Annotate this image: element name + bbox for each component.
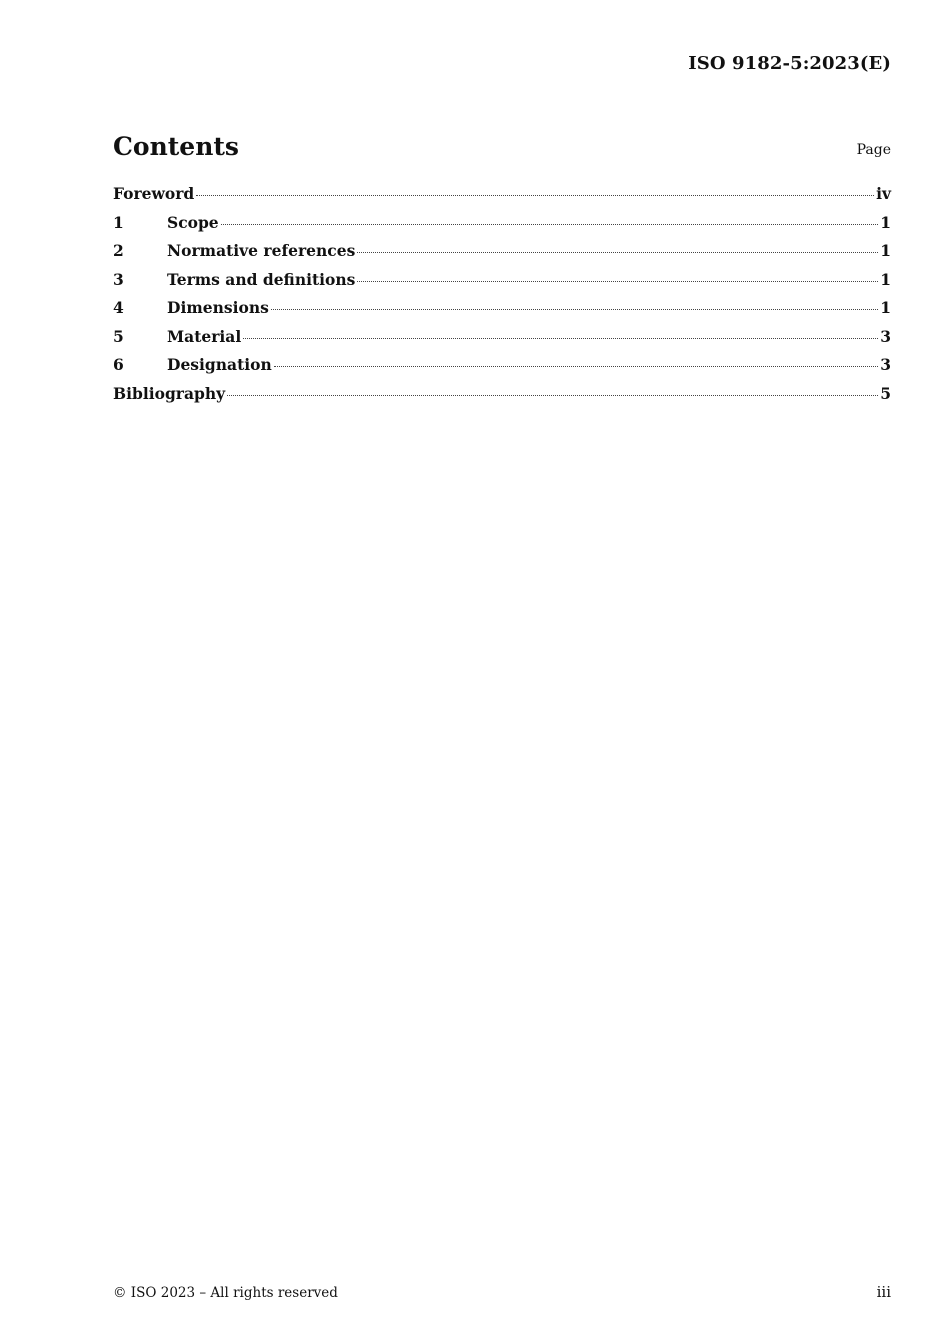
toc-entry-label: Scope: [167, 212, 219, 232]
toc-entry-number: 1: [113, 212, 124, 232]
toc-entry-page: 1: [880, 269, 891, 289]
toc-entry-page: 1: [880, 212, 891, 232]
toc-entry-page: 3: [880, 355, 891, 374]
dot-leader: [274, 365, 878, 367]
toc-entry-scope[interactable]: [113, 213, 891, 242]
toc-entry-page: 3: [880, 326, 891, 346]
toc-entry-bibliography[interactable]: [113, 384, 891, 413]
table-of-contents: [113, 184, 891, 412]
toc-entry-foreword[interactable]: [113, 184, 891, 213]
toc-entry-label: Normative references: [167, 241, 356, 260]
document-id: ISO 9182-5:2023(E): [688, 53, 891, 74]
dot-leader: [221, 223, 879, 225]
toc-entry-label: Designation: [167, 355, 272, 374]
toc-entry-label: Dimensions: [167, 298, 269, 317]
toc-entry-number: 3: [113, 269, 124, 289]
toc-entry-number: 5: [113, 326, 124, 346]
page-number: iii: [876, 1283, 891, 1301]
dot-leader: [196, 194, 874, 196]
toc-entry-number: 4: [113, 298, 124, 317]
toc-entry-dimensions[interactable]: [113, 298, 891, 327]
dot-leader: [357, 251, 878, 253]
dot-leader: [357, 280, 878, 282]
dot-leader: [271, 308, 878, 310]
toc-entry-label: Material: [167, 326, 242, 346]
toc-entry-designation[interactable]: [113, 355, 891, 384]
page-column-label: Page: [856, 142, 891, 158]
toc-entry-page: 1: [880, 241, 891, 260]
toc-entry-page: iv: [876, 184, 891, 203]
toc-entry-normative-references[interactable]: [113, 241, 891, 270]
toc-entry-label: Bibliography: [113, 383, 226, 403]
toc-entry-label: Terms and definitions: [167, 269, 356, 289]
toc-heading: [113, 132, 891, 168]
toc-entry-material[interactable]: [113, 327, 891, 356]
dot-leader: [243, 337, 878, 339]
toc-entry-number: 6: [113, 355, 124, 374]
dot-leader: [227, 394, 878, 396]
toc-entry-number: 2: [113, 241, 124, 260]
toc-entry-label: Foreword: [113, 184, 195, 203]
page-title: Contents: [113, 132, 240, 161]
copyright-notice: © ISO 2023 – All rights reserved: [113, 1285, 338, 1301]
toc-entry-page: 1: [880, 298, 891, 317]
toc-entry-page: 5: [880, 383, 891, 403]
toc-entry-terms-and-definitions[interactable]: [113, 270, 891, 299]
